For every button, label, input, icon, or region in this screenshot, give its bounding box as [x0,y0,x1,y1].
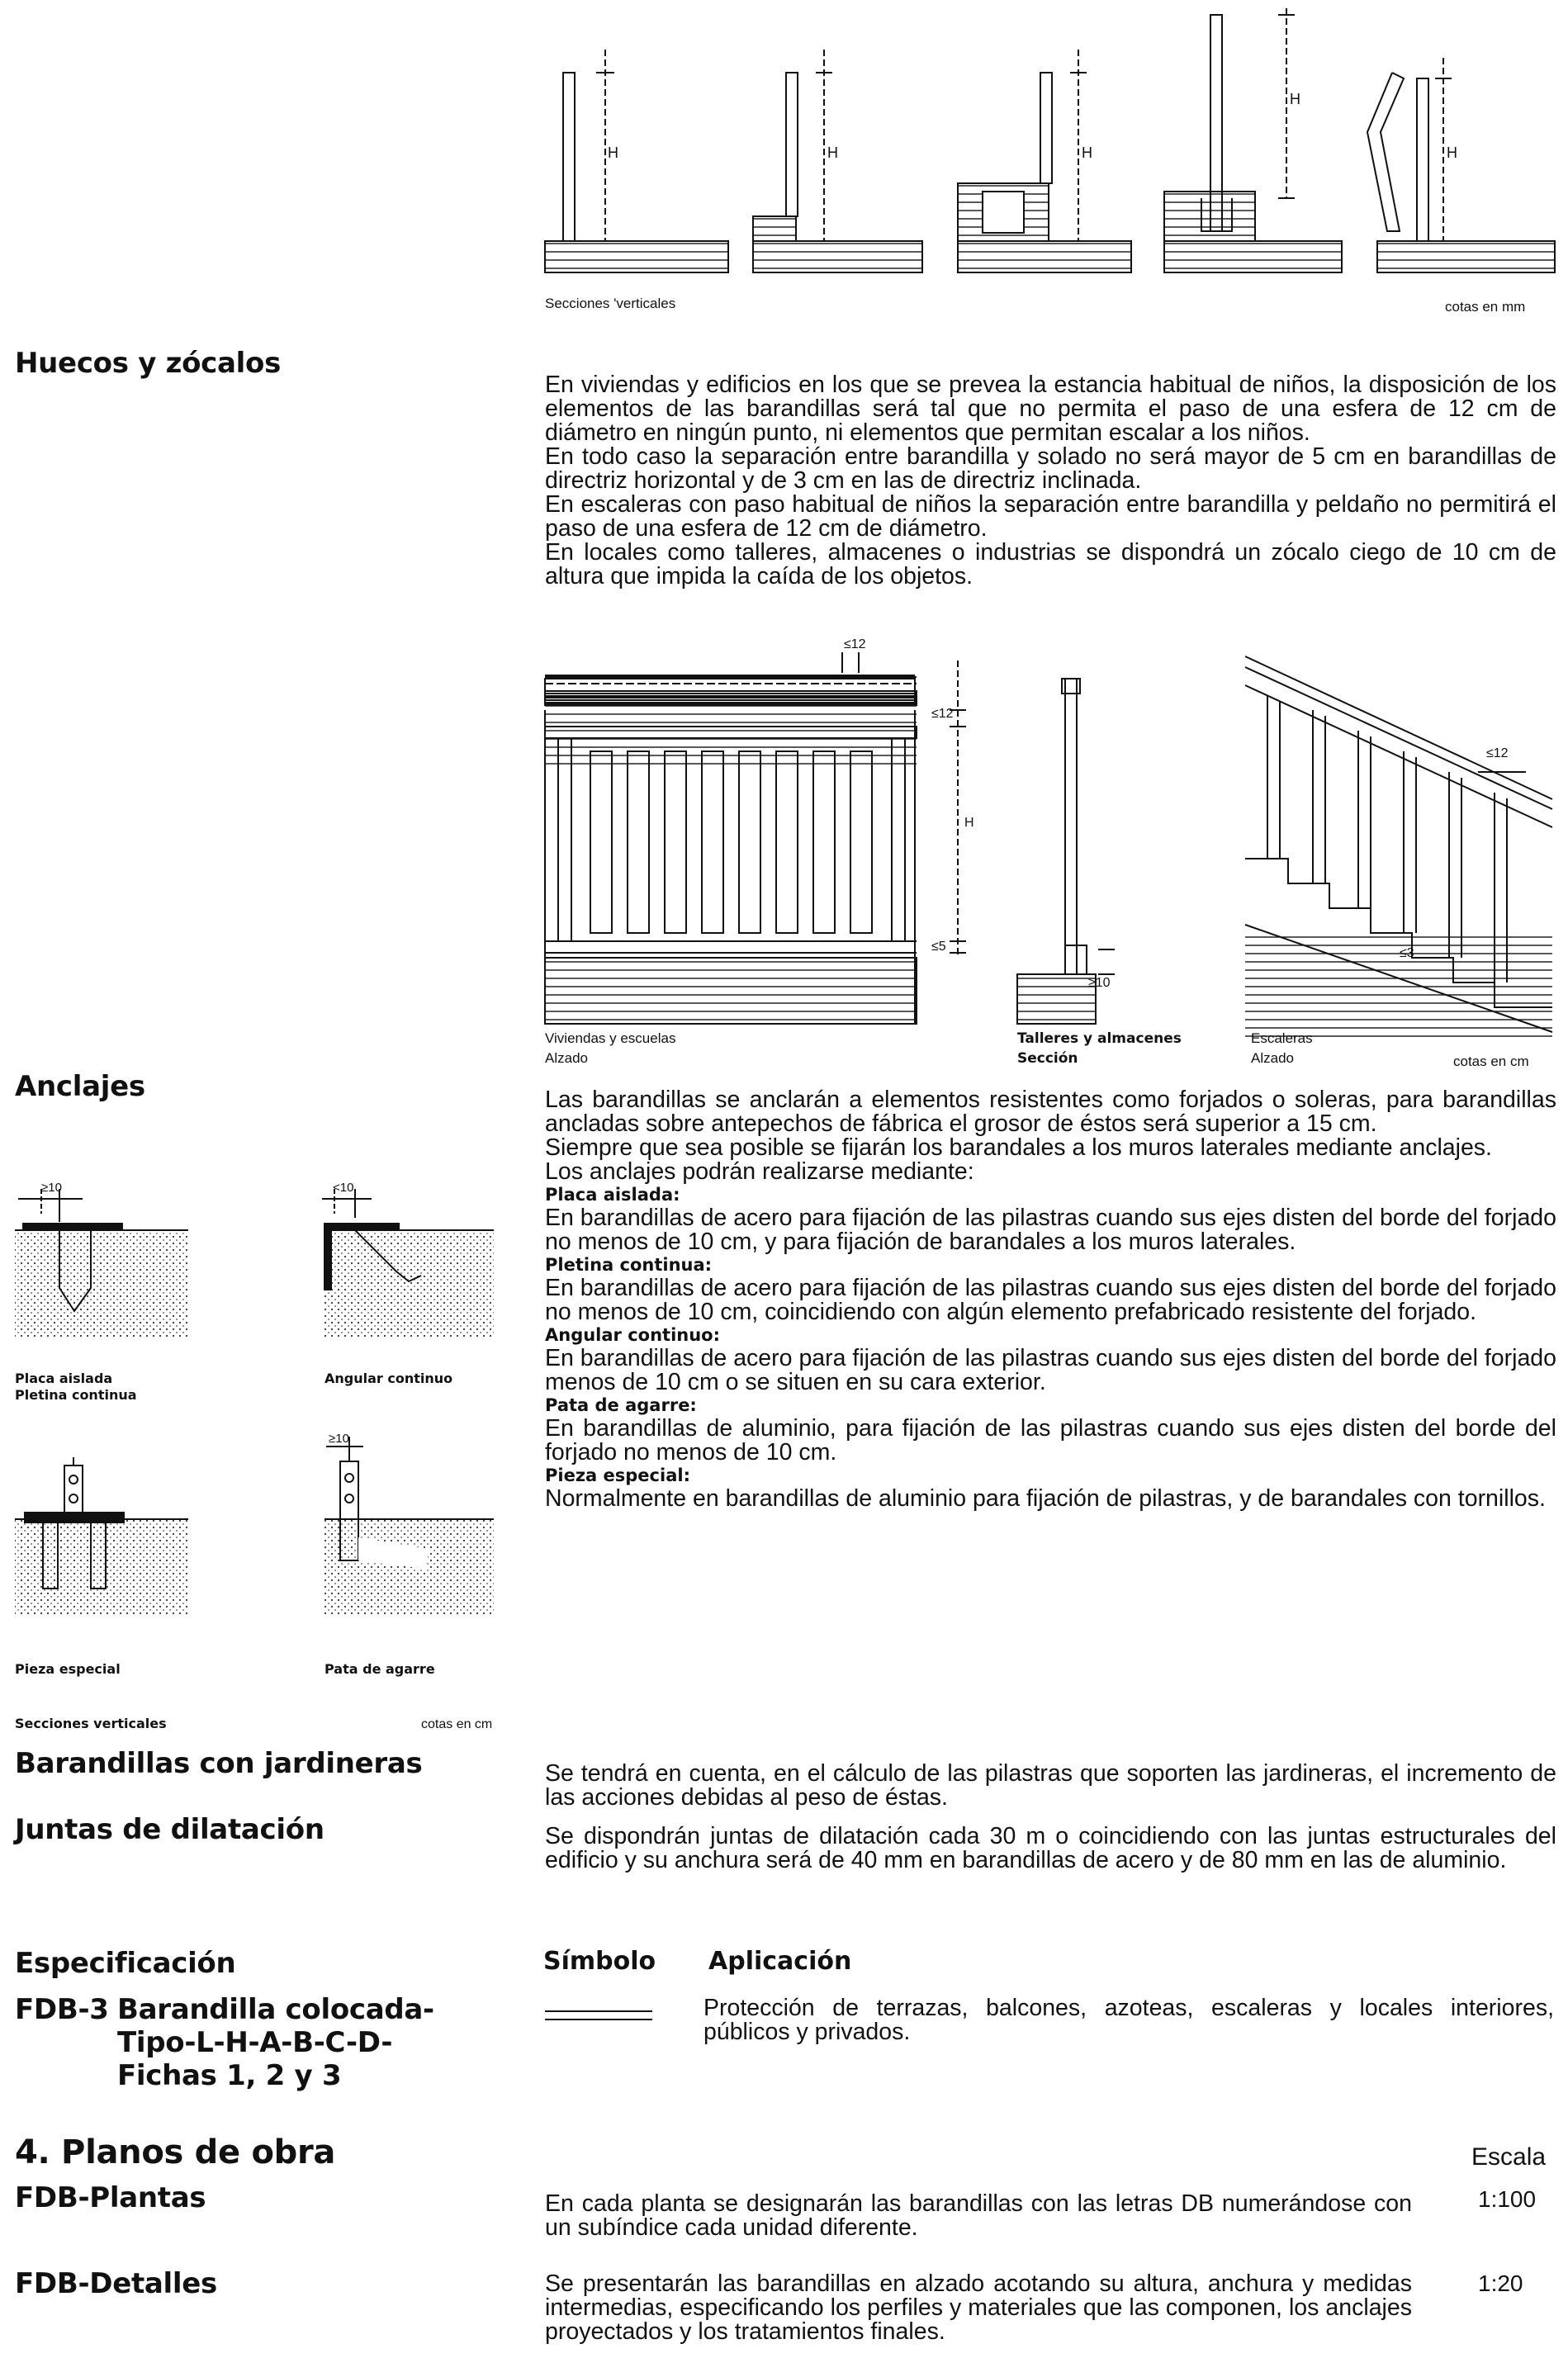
figure-caption: Secciones 'verticales [545,296,676,311]
paragraph: Se dispondrán juntas de dilatación cada 30 m o coincidiendo con las juntas estructurales del edificio y su anchura será de 40 mm en barandillas de acero y de 80 mm en las de aluminio. [545,1823,1556,1873]
dim-label: <10 [333,1181,354,1195]
paragraph: En viviendas y edificios en los que se prevea la estancia habitual de niños, la disposición de los elementos de las barandillas será tal que no permita el paso de una esfera de 12 cm de diámetro en ningún punto, ni elementos que permitan escalar a los niños. [545,372,1556,446]
figure-caption: Pata de agarre [324,1661,435,1677]
dim-label: ≤5 [931,940,946,954]
section-title-anclajes: Anclajes [15,1070,145,1103]
figure-units: cotas en mm [1445,299,1526,315]
paragraph: En locales como talleres, almacenes o industrias se dispondrá un zócalo ciego de 10 cm de altura que impida la caída de los objetos. [545,539,1556,590]
paragraph: En barandillas de aluminio, para fijación de las pilastras cuando sus ejes disten del borde del forjado no menos de 10 cm. [545,1415,1556,1466]
figure-caption: Pieza especial [15,1661,121,1677]
figure-caption: Escaleras [1251,1030,1313,1046]
section-title-huecos: Huecos y zócalos [15,347,282,380]
figure-units: cotas en cm [1453,1054,1529,1069]
paragraph: En escaleras con paso habitual de niños la separación entre barandilla y peldaño no permitirá el paso de una esfera de 12 cm de diámetro. [545,491,1556,542]
figure-caption: Pletina continua [15,1387,137,1403]
figure-caption: Alzado [545,1050,588,1066]
figure-caption: Secciones verticales [15,1716,167,1731]
dim-label: ≤12 [1486,746,1509,760]
paragraph: Las barandillas se anclarán a elementos resistentes como forjados o soleras, para barandillas ancladas sobre antepechos de fábrica el grosor de éstos será superior a 15 cm. [545,1087,1556,1137]
figure-caption: Sección [1017,1050,1078,1067]
section-body-anclajes [545,1088,1556,1511]
subheading-pletina: Pletina continua: [545,1255,713,1275]
spec-col-aplicacion: Aplicación [708,1947,852,1976]
paragraph: Los anclajes podrán realizarse mediante: [545,1158,974,1185]
spec-code: FDB-3 [15,1993,109,2026]
dim-label: ≥10 [329,1432,349,1446]
figure-caption: Placa aislada [15,1371,113,1386]
dim-label: ≤3 [1400,946,1414,960]
figure-units: cotas en cm [421,1717,493,1731]
planos-item-text: Se presentarán las barandillas en alzado acotando su altura, anchura y medidas intermedias, especificando los perfiles y materiales que las componen, los anclajes proyectados y los tratamientos finales. [545,2270,1412,2345]
paragraph: Normalmente en barandillas de aluminio para fijación de pilastras, y de barandales con tornillos. [545,1485,1546,1512]
subheading-pieza: Pieza especial: [545,1466,690,1485]
section-title-juntas: Juntas de dilatación [15,1813,324,1846]
h-label-2: H [827,144,838,161]
dim-label: ≥10 [1088,976,1111,990]
planos-item-text: En cada planta se designarán las barandillas con las letras DB numerándose con un subíndice cada unidad diferente. [545,2190,1412,2241]
paragraph: Siempre que sea posible se fijarán los barandales a los muros laterales mediante anclajes. [545,1134,1492,1161]
dim-label: ≥10 [41,1181,62,1195]
paragraph: En barandillas de acero para fijación de las pilastras cuando sus ejes disten del borde del forjado menos de 10 cm o se situen en su cara exterior. [545,1345,1556,1395]
planos-escala-header: Escala [1471,2143,1547,2171]
spec-aplicacion-text: Protección de terrazas, balcones, azoteas, escaleras y locales interiores, públicos y privados. [703,1995,1554,2045]
paragraph: En barandillas de acero para fijación de las pilastras cuando sus ejes disten del borde del forjado no menos de 10 cm, coincidiendo con algún elemento prefabricado resistente del forjado. [545,1275,1556,1325]
planos-item-label: FDB-Detalles [15,2267,217,2300]
paragraph: En barandillas de acero para fijación de las pilastras cuando sus ejes disten del borde del forjado no menos de 10 cm, y para fijación de barandales a los muros laterales. [545,1205,1556,1255]
planos-item-label: FDB-Plantas [15,2181,206,2214]
h-label-4: H [1290,91,1300,107]
dim-label: ≤12 [931,707,954,721]
figure-caption: Talleres y almacenes [1017,1030,1182,1047]
paragraph: Se tendrá en cuenta, en el cálculo de las pilastras que soporten las jardineras, el incremento de las acciones debidas al peso de éstas. [545,1760,1556,1811]
planos-item-scale: 1:100 [1478,2186,1537,2212]
dim-label: ≤12 [844,637,866,651]
subheading-placa: Placa aislada: [545,1185,680,1205]
h-label-1: H [608,144,618,161]
spec-col-simbolo: Símbolo [543,1947,656,1976]
h-label-3: H [1082,144,1092,161]
section-title-planos: 4. Planos de obra [15,2133,336,2171]
paragraph: En todo caso la separación entre barandilla y solado no será mayor de 5 cm en barandillas de directriz horizontal y de 3 cm en las de directriz inclinada. [545,443,1556,494]
section-body-juntas [545,1825,1556,1873]
planos-item-scale: 1:20 [1478,2270,1523,2296]
section-title-jardineras: Barandillas con jardineras [15,1747,423,1780]
figure-caption: Alzado [1251,1050,1294,1066]
spec-description: Barandilla colocada-Tipo-L-H-A-B-C-D-Fichas 1, 2 y 3 [117,1993,434,2092]
subheading-pata: Pata de agarre: [545,1395,697,1415]
subheading-angular: Angular continuo: [545,1325,721,1345]
spec-symbol [545,2008,661,2024]
section-title-especificacion: Especificación [15,1947,236,1980]
figure-caption: Angular continuo [324,1371,453,1386]
figure-caption: Viviendas y escuelas [545,1030,676,1046]
dim-label: H [964,816,974,830]
section-body-jardineras [545,1762,1556,1810]
h-label-5: H [1447,144,1457,161]
